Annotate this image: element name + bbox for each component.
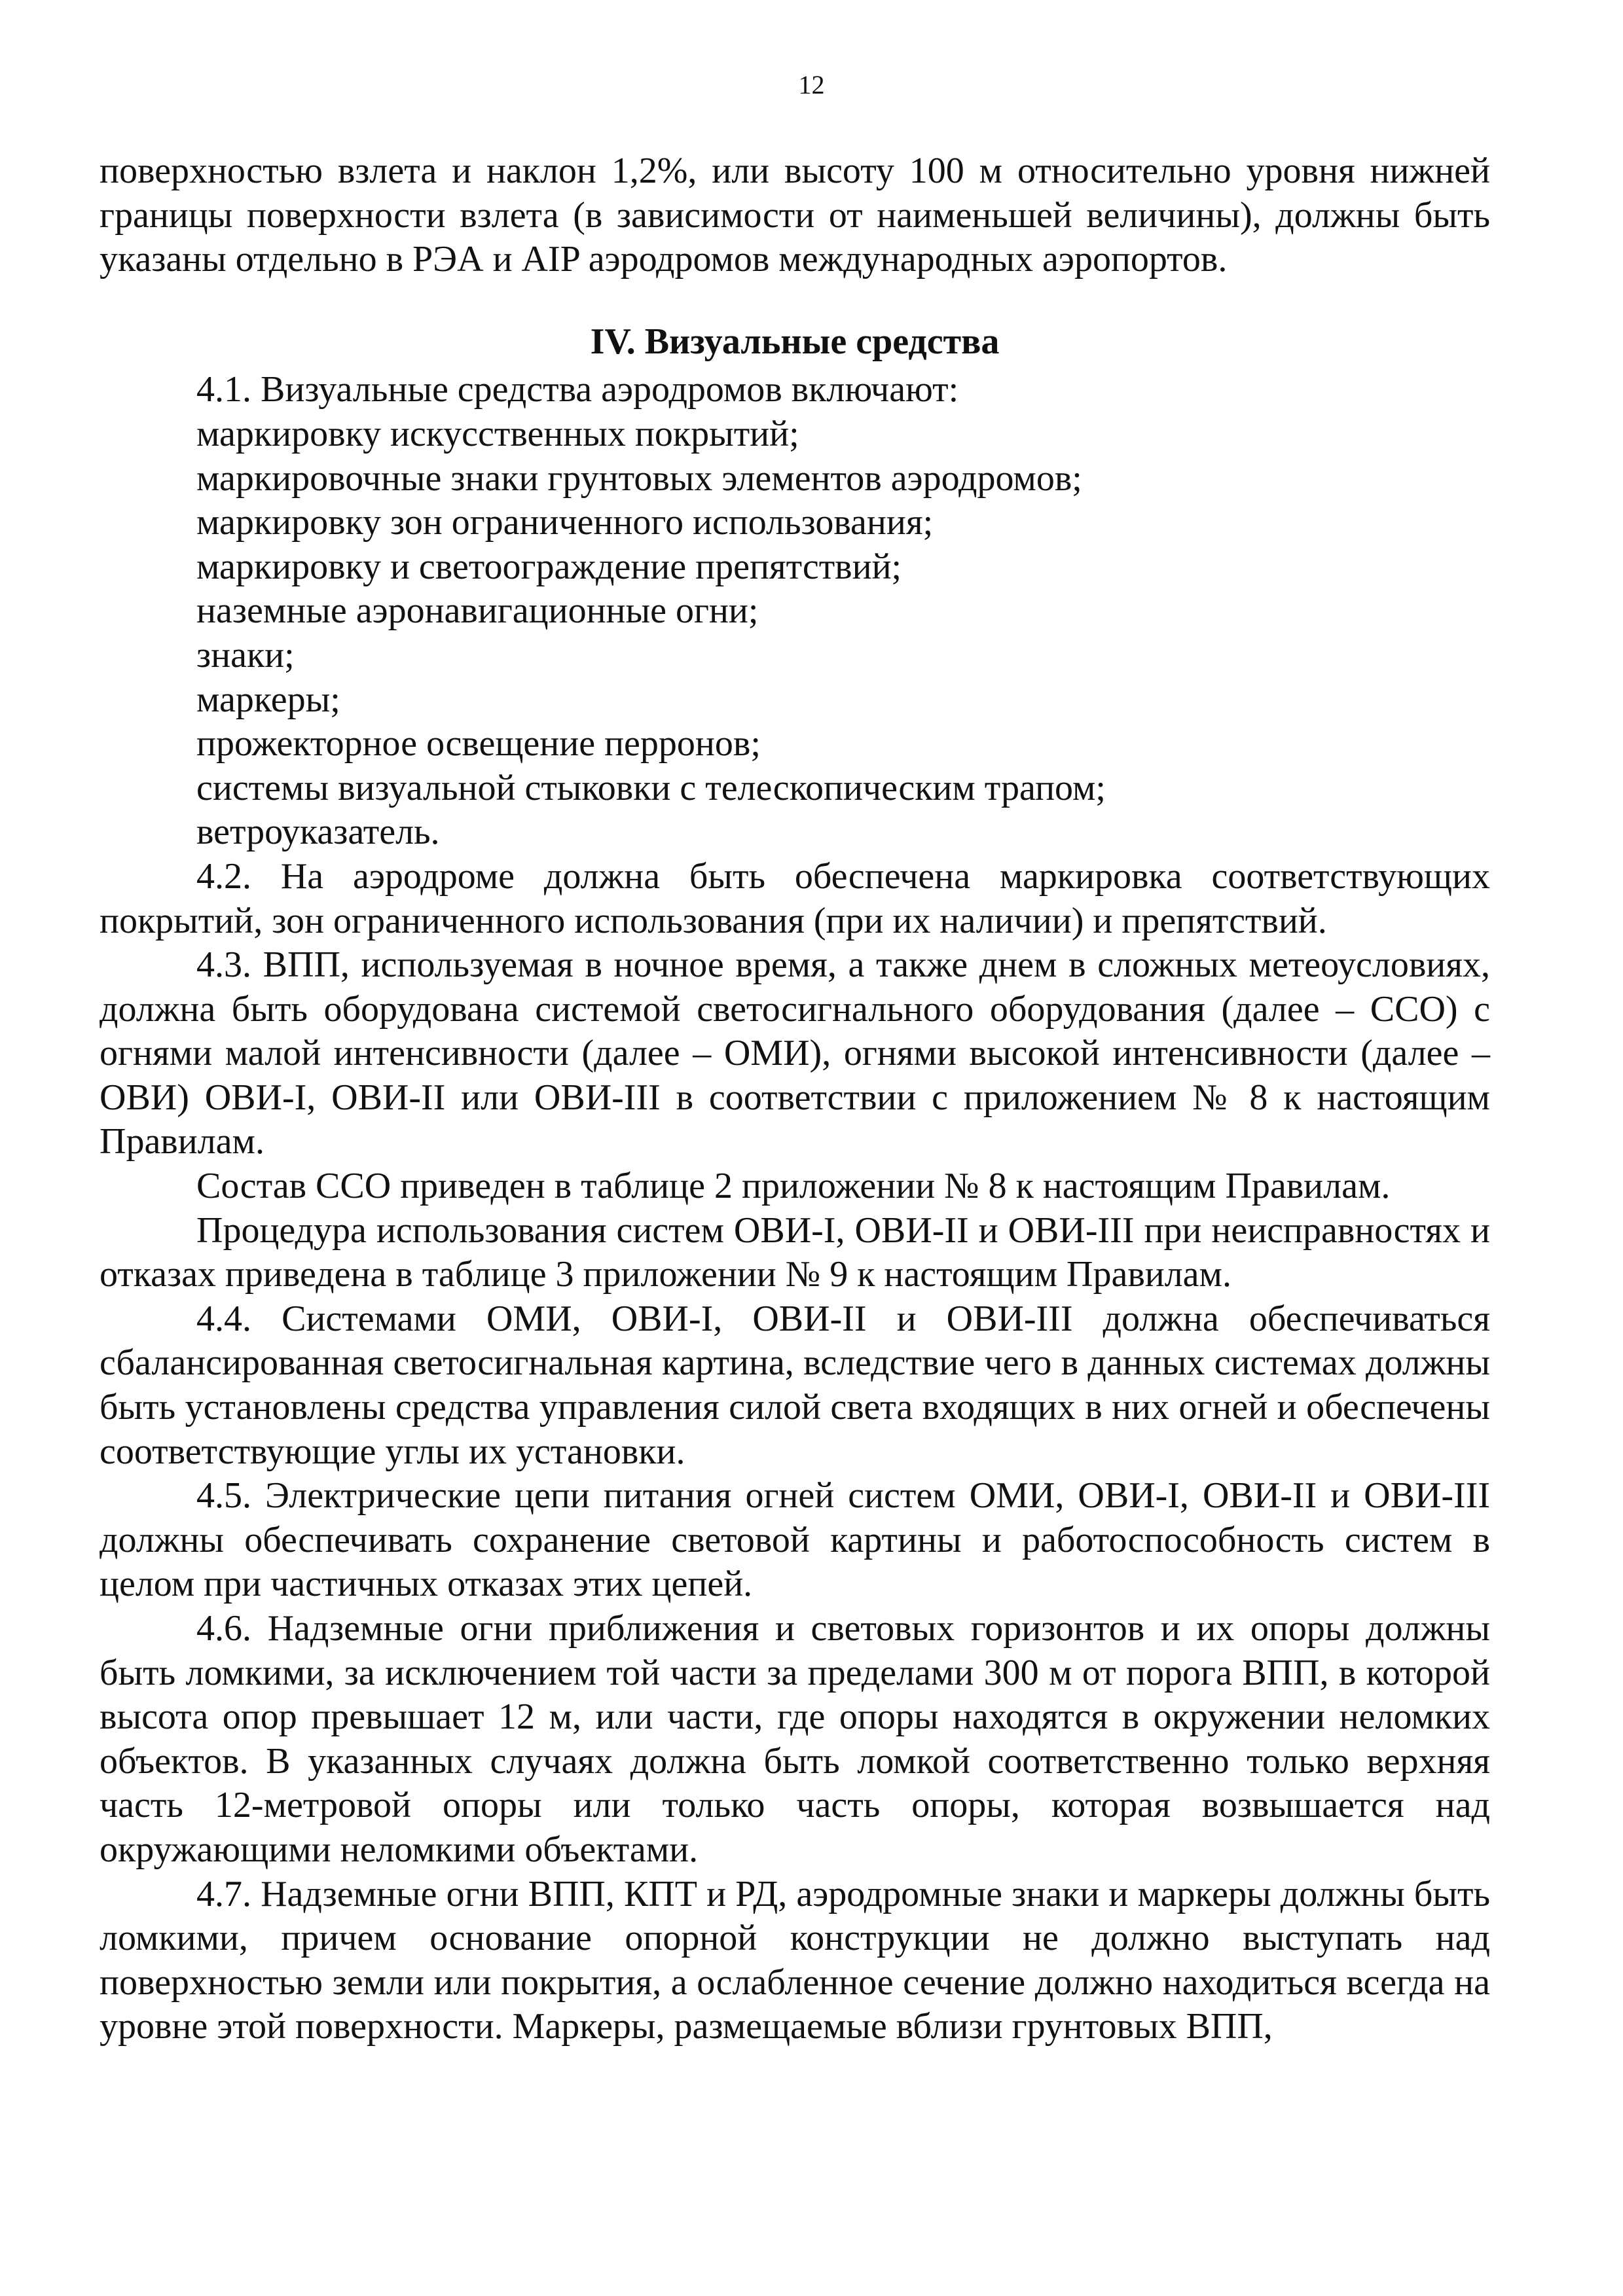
paragraph-4-3: 4.3. ВПП, используемая в ночное время, а также днем в сложных метеоусловиях, должна быть оборудована системой светосигнального оборудования (далее – ССО) с огнями малой интенсивности (далее – ОМИ), огнями высокой интенсивности (далее – ОВИ) ОВИ-I, ОВИ-II или ОВИ-III в соответствии с приложением № 8 к настоящим Правилам. <box>100 944 1490 1162</box>
list-item: ветроуказатель. <box>196 812 440 853</box>
intro-paragraph: поверхностью взлета и наклон 1,2%, или высоту 100 м относительно уровня нижней границы поверхности взлета (в зависимости от наименьшей величины), должны быть указаны отдельно в РЭА и AIP аэродромов международных аэропортов. <box>100 151 1490 280</box>
list-item: прожекторное освещение перронов; <box>196 723 761 764</box>
paragraph-4-4: 4.4. Системами ОМИ, ОВИ-I, ОВИ-II и ОВИ-III должна обеспечиваться сбалансированная светосигнальная картина, вследствие чего в данных системах должны быть установлены средства управления силой света входящих в них огней и обеспечены соответствующие углы их установки. <box>100 1298 1490 1472</box>
section-heading: IV. Визуальные средства <box>590 321 1000 362</box>
paragraph-4-2: 4.2. На аэродроме должна быть обеспечена маркировка соответствующих покрытий, зон ограниченного использования (при их наличии) и препятствий. <box>100 855 1490 941</box>
document-body <box>100 149 1490 2049</box>
paragraph-4-7: 4.7. Надземные огни ВПП, КПТ и РД, аэродромные знаки и маркеры должны быть ломкими, причем основание опорной конструкции не должно выступать над поверхностью земли или покрытия, а ослабленное сечение должно находиться всегда на уровне этой поверхности. Маркеры, размещаемые вблизи грунтовых ВПП, <box>100 1873 1490 2047</box>
paragraph-4-3-composition: Состав ССО приведен в таблице 2 приложении № 8 к настоящим Правилам. <box>196 1166 1391 1207</box>
list-item: маркировку и светоограждение препятствий; <box>196 546 902 587</box>
list-item: маркировку искусственных покрытий; <box>196 413 799 454</box>
list-item: маркировку зон ограниченного использования; <box>196 502 934 543</box>
list-item: наземные аэронавигационные огни; <box>196 590 759 632</box>
paragraph-4-3-procedure: Процедура использования систем ОВИ-I, ОВИ-II и ОВИ-III при неисправностях и отказах приведена в таблице 3 приложении № 9 к настоящим Правилам. <box>100 1210 1490 1295</box>
page-number: 12 <box>798 70 825 99</box>
paragraph-4-5: 4.5. Электрические цепи питания огней систем ОМИ, ОВИ-I, ОВИ-II и ОВИ-III должны обеспечивать сохранение световой картины и работоспособность систем в целом при частичных отказах этих цепей. <box>100 1475 1490 1605</box>
list-item: знаки; <box>196 634 295 675</box>
paragraph-4-1: 4.1. Визуальные средства аэродромов включают: <box>196 369 959 410</box>
list-item: системы визуальной стыковки с телескопическим трапом; <box>196 767 1106 808</box>
list-item: маркеры; <box>196 679 340 720</box>
list-item: маркировочные знаки грунтовых элементов аэродромов; <box>196 457 1082 499</box>
paragraph-4-6: 4.6. Надземные огни приближения и световых горизонтов и их опоры должны быть ломкими, за исключением той части за пределами 300 м от порога ВПП, в которой высота опор превышает 12 м, или части, где опоры находятся в окружении неломких объектов. В указанных случаях должна быть ломкой соответственно только верхняя часть 12-метровой опоры или только часть опоры, которая возвышается над окружающими неломкими объектами. <box>100 1608 1490 1870</box>
